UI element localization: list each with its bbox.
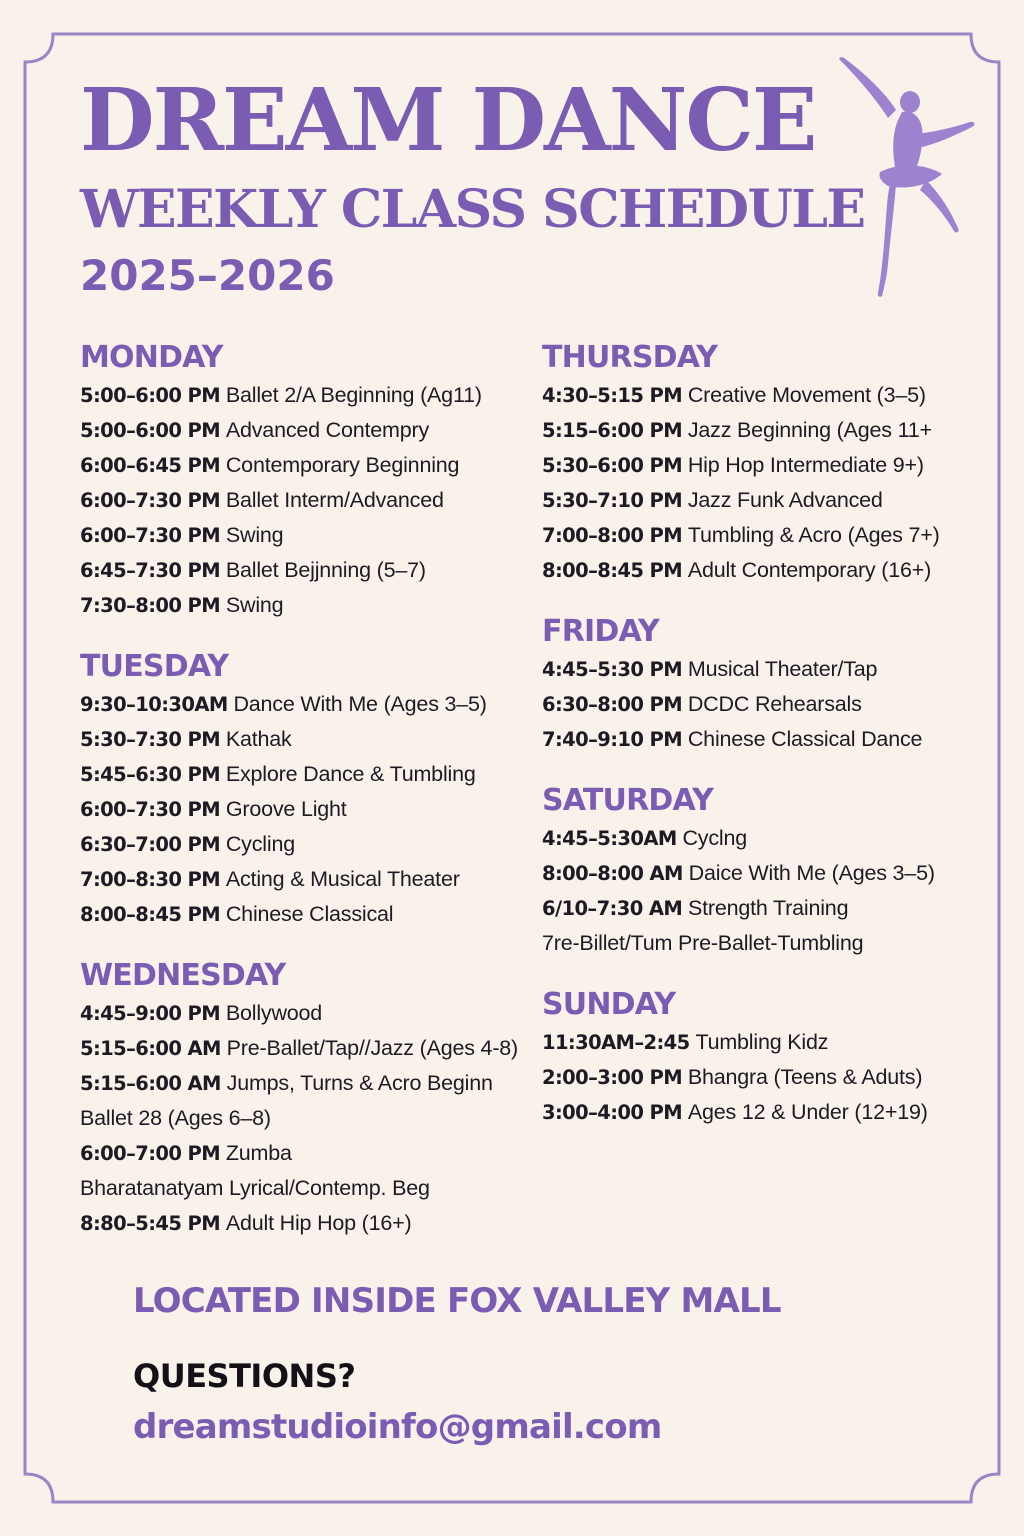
class-time: 4:45–9:00 PM bbox=[80, 1002, 221, 1025]
right-schedule-column bbox=[542, 340, 982, 1156]
class-time: 6:00–7:30 PM bbox=[80, 524, 221, 547]
class-row bbox=[542, 821, 982, 856]
class-time: 4:45–5:30AM bbox=[542, 827, 677, 850]
class-time: 6:00–7:30 PM bbox=[80, 489, 221, 512]
day-block-wednesday bbox=[80, 958, 530, 1241]
class-time: 8:00–8:00 AM bbox=[542, 862, 683, 885]
class-time: 5:45–6:30 PM bbox=[80, 763, 221, 786]
questions-heading: QUESTIONS? bbox=[133, 1357, 356, 1395]
class-time: 2:00–3:00 PM bbox=[542, 1066, 683, 1089]
class-time: 7:40–9:10 PM bbox=[542, 728, 683, 751]
class-name: Groove Light bbox=[225, 797, 347, 821]
class-row bbox=[80, 553, 530, 588]
class-time: 7:30–8:00 PM bbox=[80, 594, 221, 617]
class-row bbox=[80, 1101, 530, 1136]
class-time: 5:00–6:00 PM bbox=[80, 419, 221, 442]
season-years: 2025–2026 bbox=[80, 251, 335, 300]
class-name: Musical Theater/Tap bbox=[687, 657, 878, 681]
class-row bbox=[80, 378, 530, 413]
class-time: 6:45–7:30 PM bbox=[80, 559, 221, 582]
day-heading: TUESDAY bbox=[80, 649, 229, 684]
class-time: 6:30–7:00 PM bbox=[80, 833, 221, 856]
day-block-monday bbox=[80, 340, 530, 623]
contact-email-link[interactable]: dreamstudioinfo@gmail.com bbox=[133, 1407, 662, 1447]
class-row bbox=[80, 1171, 530, 1206]
class-row bbox=[542, 553, 982, 588]
class-time: 5:30–7:30 PM bbox=[80, 728, 221, 751]
class-name: Contemporary Beginning bbox=[225, 453, 460, 477]
class-time: 6/10–7:30 AM bbox=[542, 897, 683, 920]
class-time: 5:15–6:00 PM bbox=[542, 419, 683, 442]
class-name: Ballet 28 (Ages 6–8) bbox=[80, 1106, 271, 1130]
class-name: Acting & Musical Theater bbox=[225, 867, 460, 891]
class-name: Ballet Bejjnning (5–7) bbox=[225, 558, 426, 582]
class-name: Cyclng bbox=[682, 826, 747, 850]
class-row bbox=[80, 687, 530, 722]
class-time: 7:00–8:00 PM bbox=[542, 524, 683, 547]
class-name: Creative Movement (3–5) bbox=[687, 383, 926, 407]
class-row bbox=[542, 413, 982, 448]
location-note: LOCATED INSIDE FOX VALLEY MALL bbox=[133, 1281, 781, 1321]
class-time: 5:30–7:10 PM bbox=[542, 489, 683, 512]
class-time: 6:00–6:45 PM bbox=[80, 454, 221, 477]
day-block-friday bbox=[542, 614, 982, 757]
class-name: Pre-Ballet/Tap//Jazz (Ages 4-8) bbox=[226, 1036, 518, 1060]
class-time: 5:15–6:00 AM bbox=[80, 1037, 221, 1060]
class-row bbox=[542, 483, 982, 518]
class-name: Kathak bbox=[225, 727, 292, 751]
class-row bbox=[542, 1025, 982, 1060]
class-time: 5:30–6:00 PM bbox=[542, 454, 683, 477]
class-row bbox=[542, 378, 982, 413]
class-row bbox=[80, 1066, 530, 1101]
class-time: 8:00–8:45 PM bbox=[542, 559, 683, 582]
class-time: 3:00–4:00 PM bbox=[542, 1101, 683, 1124]
class-time: 6:00–7:30 PM bbox=[80, 798, 221, 821]
schedule-subtitle: WEEKLY CLASS SCHEDULE bbox=[80, 179, 865, 240]
class-name: Jumps, Turns & Acro Beginn bbox=[226, 1071, 493, 1095]
class-time: 8:00–8:45 PM bbox=[80, 903, 221, 926]
class-row bbox=[80, 792, 530, 827]
class-row bbox=[80, 862, 530, 897]
class-time: 7:00–8:30 PM bbox=[80, 868, 221, 891]
class-row bbox=[542, 652, 982, 687]
class-name: Zumba bbox=[225, 1141, 292, 1165]
day-heading: SATURDAY bbox=[542, 783, 713, 818]
class-row bbox=[80, 413, 530, 448]
class-name: Ballet 2/A Beginning (Ag11) bbox=[225, 383, 482, 407]
class-name: Advanced Contempry bbox=[225, 418, 430, 442]
class-name: Swing bbox=[225, 593, 284, 617]
class-name: Ballet Interm/Advanced bbox=[225, 488, 444, 512]
class-row bbox=[80, 448, 530, 483]
class-name: Adult Contemporary (16+) bbox=[687, 558, 932, 582]
class-time: 11:30AM–2:45 bbox=[542, 1031, 690, 1054]
class-name: Bollywood bbox=[225, 1001, 323, 1025]
class-name: Strength Training bbox=[687, 896, 849, 920]
class-name: Chinese Classical bbox=[225, 902, 394, 926]
class-row bbox=[542, 518, 982, 553]
class-row bbox=[80, 518, 530, 553]
class-row bbox=[542, 687, 982, 722]
class-row bbox=[542, 856, 982, 891]
class-time: 6:30–8:00 PM bbox=[542, 693, 683, 716]
class-name: Daice With Me (Ages 3–5) bbox=[688, 861, 935, 885]
day-heading: SUNDAY bbox=[542, 987, 676, 1022]
class-row bbox=[542, 448, 982, 483]
class-row bbox=[80, 897, 530, 932]
day-block-tuesday bbox=[80, 649, 530, 932]
class-time: 8:80–5:45 PM bbox=[80, 1212, 221, 1235]
class-row bbox=[80, 483, 530, 518]
class-name: Dance With Me (Ages 3–5) bbox=[233, 692, 487, 716]
class-time: 5:15–6:00 AM bbox=[80, 1072, 221, 1095]
class-name: Cycling bbox=[225, 832, 295, 856]
class-name: Tumbling Kidz bbox=[695, 1030, 829, 1054]
day-heading: THURSDAY bbox=[542, 340, 718, 375]
class-row bbox=[80, 1031, 530, 1066]
class-row bbox=[542, 1095, 982, 1130]
day-heading: WEDNESDAY bbox=[80, 958, 286, 993]
class-name: Chinese Classical Dance bbox=[687, 727, 923, 751]
class-name: Tumbling & Acro (Ages 7+) bbox=[687, 523, 940, 547]
class-name: Hip Hop Intermediate 9+) bbox=[687, 453, 924, 477]
class-time: 4:30–5:15 PM bbox=[542, 384, 683, 407]
day-heading: FRIDAY bbox=[542, 614, 659, 649]
class-row bbox=[80, 827, 530, 862]
day-heading: MONDAY bbox=[80, 340, 223, 375]
page-title: DREAM DANCE bbox=[80, 70, 816, 171]
class-row bbox=[542, 722, 982, 757]
class-time: 4:45–5:30 PM bbox=[542, 658, 683, 681]
class-name: Ages 12 & Under (12+19) bbox=[687, 1100, 928, 1124]
class-row bbox=[542, 926, 982, 961]
day-block-saturday bbox=[542, 783, 982, 961]
class-row bbox=[80, 1136, 530, 1171]
class-time: 5:00–6:00 PM bbox=[80, 384, 221, 407]
class-row bbox=[80, 588, 530, 623]
class-time: 6:00–7:00 PM bbox=[80, 1142, 221, 1165]
class-name: Jazz Beginning (Ages 11+ bbox=[687, 418, 932, 442]
class-name: Bharatanatyam Lyrical/Contemp. Beg bbox=[80, 1176, 430, 1200]
class-time: 9:30–10:30AM bbox=[80, 693, 228, 716]
left-schedule-column bbox=[80, 340, 530, 1267]
class-name: Adult Hip Hop (16+) bbox=[225, 1211, 412, 1235]
class-row bbox=[542, 891, 982, 926]
class-name: DCDC Rehearsals bbox=[687, 692, 862, 716]
ballerina-silhouette-icon bbox=[830, 50, 980, 300]
day-block-thursday bbox=[542, 340, 982, 588]
class-row bbox=[80, 757, 530, 792]
class-row bbox=[542, 1060, 982, 1095]
day-block-sunday bbox=[542, 987, 982, 1130]
class-row bbox=[80, 996, 530, 1031]
class-row bbox=[80, 1206, 530, 1241]
class-name: Bhangra (Teens & Aduts) bbox=[687, 1065, 923, 1089]
class-name: 7re-Billet/Tum Pre-Ballet-Tumbling bbox=[542, 931, 864, 955]
class-row bbox=[80, 722, 530, 757]
class-name: Explore Dance & Tumbling bbox=[225, 762, 476, 786]
class-name: Jazz Funk Advanced bbox=[687, 488, 883, 512]
class-name: Swing bbox=[225, 523, 284, 547]
